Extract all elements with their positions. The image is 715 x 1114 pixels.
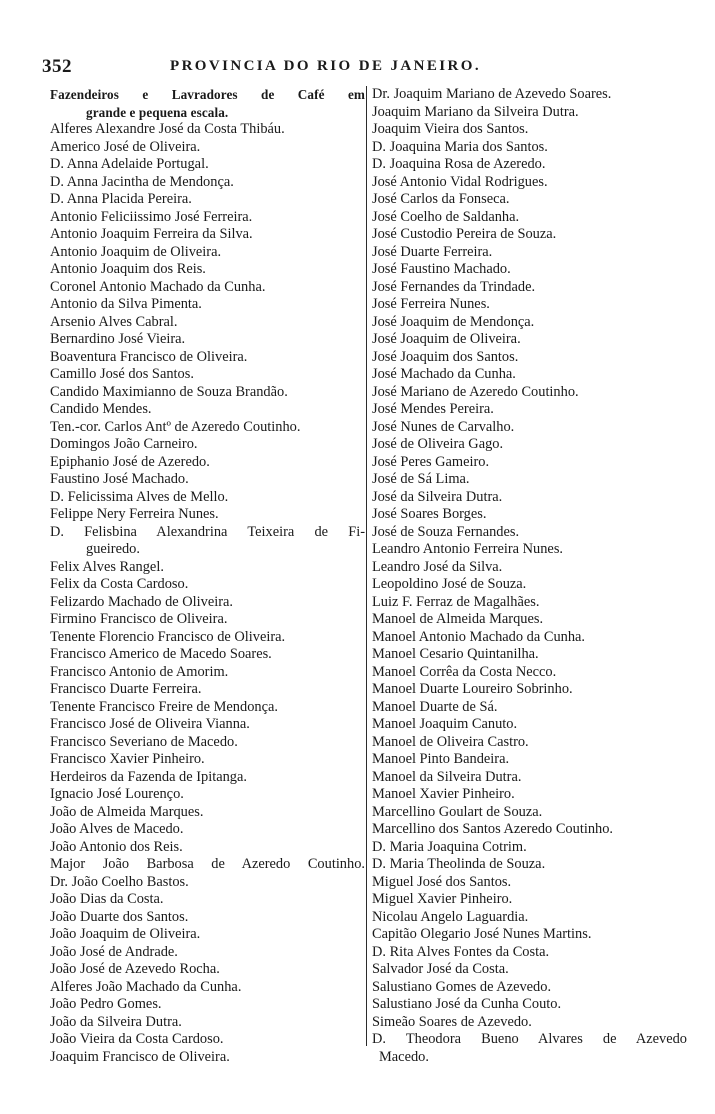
list-item: Felizardo Machado de Oliveira.	[50, 593, 234, 610]
left-entry-list	[50, 121, 365, 1066]
list-item: Joaquim Vieira dos Santos.	[372, 121, 529, 137]
right-column	[372, 86, 687, 1066]
list-item: Manoel da Silveira Dutra.	[372, 768, 522, 785]
list-item: João Joaquim de Oliveira.	[50, 926, 201, 942]
list-item: José Mariano de Azeredo Coutinho.	[372, 383, 579, 400]
list-item: José Machado da Cunha.	[372, 366, 516, 382]
list-item: Dr. João Coelho Bastos.	[50, 873, 189, 890]
list-item: Joaquim Francisco de Oliveira.	[50, 1048, 230, 1065]
list-item: José Joaquim dos Santos.	[372, 348, 519, 365]
list-item: Luiz F. Ferraz de Magalhães.	[372, 593, 540, 610]
list-item: Leandro José da Silva.	[372, 558, 503, 575]
list-item: João José de Andrade.	[50, 943, 178, 960]
list-item: Antonio Joaquim Ferreira da Silva.	[50, 226, 253, 242]
section-heading-continued: grande e pequena escala.	[86, 104, 229, 120]
list-item: Manoel Duarte Loureiro Sobrinho.	[372, 681, 573, 697]
list-item: Marcellino dos Santos Azeredo Coutinho.	[372, 821, 614, 837]
list-item: Tenente Florencio Francisco de Oliveira.	[50, 628, 286, 645]
list-item: Nicolau Angelo Laguardia.	[372, 908, 529, 925]
list-item: Francisco Americo de Macedo Soares.	[50, 646, 272, 662]
list-item: Salustiano José da Cunha Couto.	[372, 996, 562, 1012]
list-item: Marcellino Goulart de Souza.	[372, 803, 543, 820]
list-item: Miguel Xavier Pinheiro.	[372, 891, 513, 907]
list-item: José Ferreira Nunes.	[372, 296, 490, 312]
list-item: José Carlos da Fonseca.	[372, 191, 510, 207]
list-item: Camillo José dos Santos.	[50, 366, 194, 382]
section-heading: Fazendeiros e Lavradores de Café em	[50, 87, 365, 102]
list-item: João Pedro Gomes.	[50, 996, 162, 1012]
list-item: José Soares Borges.	[372, 506, 487, 522]
list-item: Antonio Joaquim de Oliveira.	[50, 243, 222, 260]
list-item: Manoel Duarte de Sá.	[372, 698, 498, 715]
list-item: José Duarte Ferreira.	[372, 243, 493, 260]
list-item: Dr. Joaquim Mariano de Azevedo Soares.	[372, 86, 612, 102]
page-number: 352	[42, 56, 72, 77]
list-item: Major João Barbosa de Azeredo Coutinho.	[50, 856, 365, 872]
list-item: José Mendes Pereira.	[372, 401, 494, 417]
list-item: João Dias da Costa.	[50, 891, 164, 907]
list-item: Alferes Alexandre José da Costa Thibáu.	[50, 121, 285, 137]
list-item: Antonio da Silva Pimenta.	[50, 296, 202, 312]
list-item: Manoel Cesario Quintanilha.	[372, 646, 539, 662]
list-item: José Joaquim de Oliveira.	[372, 331, 521, 347]
list-item: D. Felicissima Alves de Mello.	[50, 488, 229, 505]
list-item: Leopoldino José de Souza.	[372, 576, 527, 592]
list-item: Coronel Antonio Machado da Cunha.	[50, 278, 266, 295]
list-item: Simeão Soares de Azevedo.	[372, 1013, 532, 1030]
list-item: Felix da Costa Cardoso.	[50, 576, 189, 592]
list-item: José de Sá Lima.	[372, 471, 470, 487]
list-item: Candido Mendes.	[50, 401, 152, 417]
list-item: Antonio Feliciissimo José Ferreira.	[50, 208, 253, 225]
list-item: José Peres Gameiro.	[372, 453, 490, 470]
list-item: Felippe Nery Ferreira Nunes.	[50, 506, 219, 522]
list-item: Manoel Joaquim Canuto.	[372, 716, 518, 732]
list-item: Boaventura Francisco de Oliveira.	[50, 348, 248, 365]
list-item: José da Silveira Dutra.	[372, 488, 503, 505]
list-item: José de Oliveira Gago.	[372, 436, 504, 452]
list-item: Francisco Xavier Pinheiro.	[50, 751, 205, 767]
list-item: João de Almeida Marques.	[50, 803, 204, 820]
list-item: Firmino Francisco de Oliveira.	[50, 611, 228, 627]
list-item: João José de Azevedo Rocha.	[50, 961, 220, 977]
list-item: João Vieira da Costa Cardoso.	[50, 1031, 224, 1047]
list-item: Manoel Xavier Pinheiro.	[372, 786, 515, 802]
column-divider	[366, 86, 367, 1046]
list-item: José de Souza Fernandes.	[372, 523, 520, 540]
list-item: Macedo.	[379, 1048, 429, 1065]
list-item: João da Silveira Dutra.	[50, 1013, 182, 1030]
list-item: Americo José de Oliveira.	[50, 138, 201, 155]
list-item: Arsenio Alves Cabral.	[50, 313, 178, 330]
list-item: José Fernandes da Trindade.	[372, 278, 536, 295]
list-item: Manoel Antonio Machado da Cunha.	[372, 628, 586, 645]
list-item: João Alves de Macedo.	[50, 821, 184, 837]
list-item: Francisco Severiano de Macedo.	[50, 733, 238, 750]
page-title: PROVINCIA DO RIO DE JANEIRO.	[170, 58, 481, 74]
list-item: D. Felisbina Alexandrina Teixeira de Fi-	[50, 523, 365, 540]
list-item: Francisco José de Oliveira Vianna.	[50, 716, 250, 732]
list-item: Faustino José Machado.	[50, 471, 189, 487]
list-item: Capitão Olegario José Nunes Martins.	[372, 926, 592, 942]
list-item: José Coelho de Saldanha.	[372, 208, 520, 225]
list-item: D. Maria Theolinda de Souza.	[372, 856, 546, 872]
list-item: João Antonio dos Reis.	[50, 838, 183, 855]
list-item: Epiphanio José de Azeredo.	[50, 453, 210, 470]
list-item: José Antonio Vidal Rodrigues.	[372, 173, 548, 190]
list-item: Antonio Joaquim dos Reis.	[50, 261, 206, 277]
page-header	[42, 56, 552, 76]
list-item: José Custodio Pereira de Souza.	[372, 226, 557, 242]
list-item: Joaquim Mariano da Silveira Dutra.	[372, 103, 579, 120]
left-column	[50, 86, 365, 1066]
list-item: Domingos João Carneiro.	[50, 436, 198, 452]
list-item: Tenente Francisco Freire de Mendonça.	[50, 698, 278, 715]
list-item: D. Anna Adelaide Portugal.	[50, 156, 209, 172]
list-item: José Joaquim de Mendonça.	[372, 313, 535, 330]
list-item: Candido Maximianno de Souza Brandão.	[50, 383, 288, 400]
list-item: Herdeiros da Fazenda de Ipitanga.	[50, 768, 247, 785]
list-item: Francisco Duarte Ferreira.	[50, 681, 202, 697]
list-item: D. Maria Joaquina Cotrim.	[372, 838, 527, 855]
right-entry-list	[372, 86, 687, 1066]
list-item: Leandro Antonio Ferreira Nunes.	[372, 541, 564, 557]
list-item: Manoel Pinto Bandeira.	[372, 751, 510, 767]
list-item: D. Joaquina Rosa de Azeredo.	[372, 156, 546, 172]
list-item: Ten.-cor. Carlos Antº de Azeredo Coutinho.	[50, 418, 301, 435]
list-item: Francisco Antonio de Amorim.	[50, 663, 229, 680]
list-item: D. Rita Alves Fontes da Costa.	[372, 943, 550, 960]
list-item: José Nunes de Carvalho.	[372, 418, 515, 435]
list-item: João Duarte dos Santos.	[50, 908, 189, 925]
list-item: Manoel de Oliveira Castro.	[372, 733, 529, 750]
list-item: Miguel José dos Santos.	[372, 873, 512, 890]
list-item: José Faustino Machado.	[372, 261, 511, 277]
list-item: Felix Alves Rangel.	[50, 558, 164, 575]
list-item: Ignacio José Lourenço.	[50, 786, 184, 802]
list-item: gueiredo.	[86, 541, 140, 557]
list-item: Manoel de Almeida Marques.	[372, 611, 544, 627]
list-item: Salvador José da Costa.	[372, 961, 509, 977]
list-item: D. Anna Jacintha de Mendonça.	[50, 173, 234, 190]
list-item: Bernardino José Vieira.	[50, 331, 186, 347]
list-item: Salustiano Gomes de Azevedo.	[372, 978, 552, 995]
list-item: D. Theodora Bueno Alvares de Azevedo	[372, 1031, 687, 1047]
list-item: D. Anna Placida Pereira.	[50, 191, 192, 207]
list-item: Manoel Corrêa da Costa Necco.	[372, 663, 557, 680]
list-item: Alferes João Machado da Cunha.	[50, 978, 242, 995]
list-item: D. Joaquina Maria dos Santos.	[372, 138, 548, 155]
